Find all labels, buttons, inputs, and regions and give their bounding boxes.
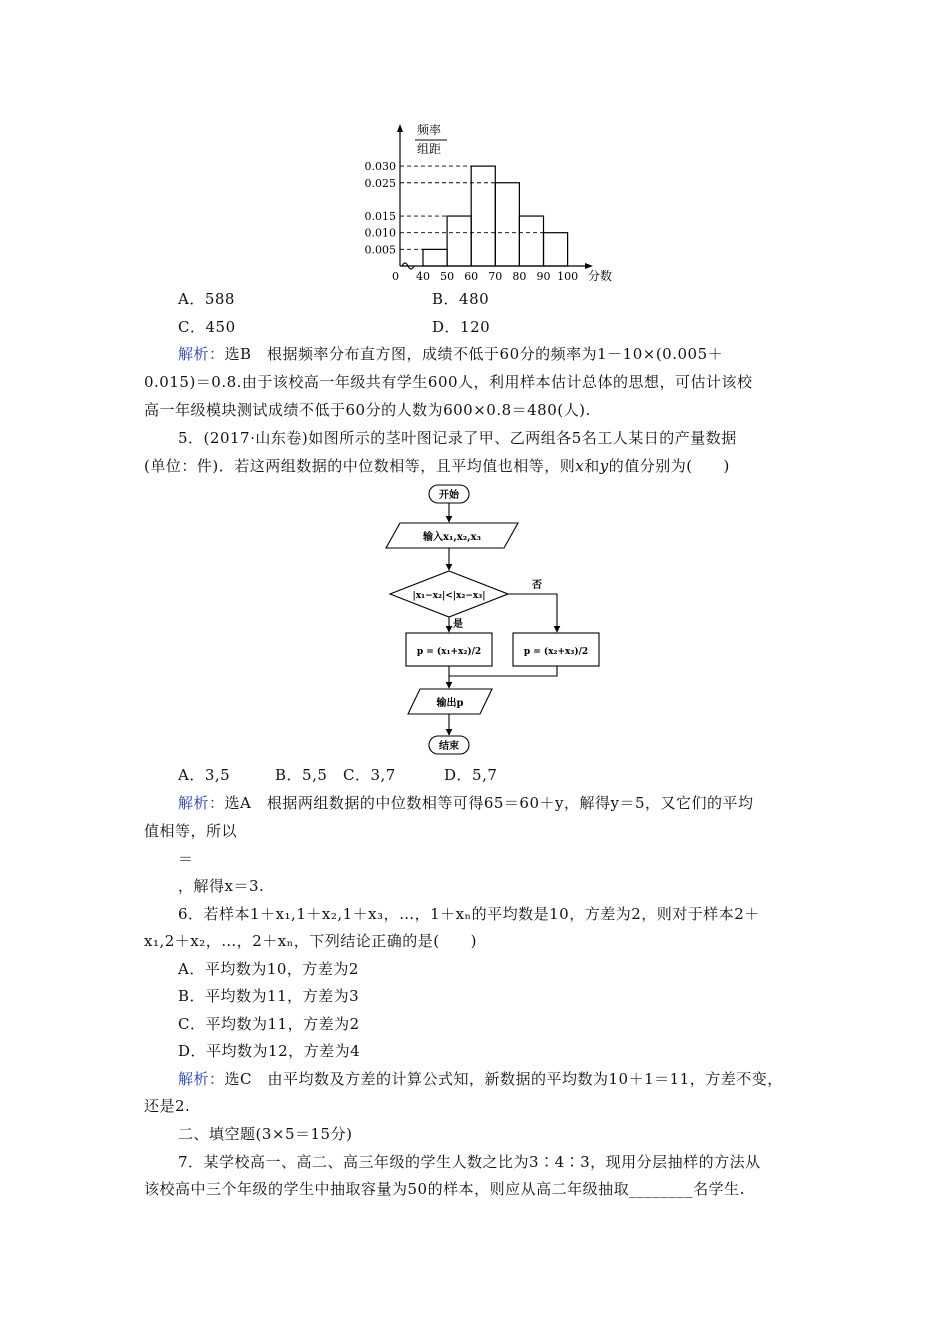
histogram-bar xyxy=(519,216,543,266)
flow-left-box-label: p = (x₁+x₂)/2 xyxy=(416,647,482,657)
flow-no-label: 否 xyxy=(532,580,542,591)
q6-option-a: A．平均数为10，方差为2 xyxy=(178,960,359,978)
q4-analysis-text1: 选B 根据频率分布直方图，成绩不低于60分的频率为1－10×(0.005＋ xyxy=(224,345,724,363)
q5-line2-and: 和 xyxy=(584,457,600,475)
xlabel: 分数 xyxy=(588,269,613,283)
q5-analysis-line2: 值相等，所以 xyxy=(144,822,238,840)
q5-line1: 5．(2017·山东卷)如图所示的茎叶图记录了甲、乙两组各5名工人某日的产量数据 xyxy=(178,429,737,447)
x-tick-label: 90 xyxy=(536,270,551,283)
histogram-bar xyxy=(447,216,471,266)
q5-option-c: C．3,7 xyxy=(343,766,396,784)
q4-option-c: C．450 xyxy=(178,318,236,336)
y-tick-label: 0.030 xyxy=(364,160,396,174)
q4-option-d: D．120 xyxy=(432,318,491,336)
analysis-label: 解析： xyxy=(178,345,225,363)
x-tick-label: 50 xyxy=(440,270,455,283)
q4-option-a: A．588 xyxy=(178,290,235,308)
ylabel-bottom: 组距 xyxy=(417,142,442,156)
q6-analysis-line2: 还是2. xyxy=(144,1097,191,1115)
y-tick-label: 0.010 xyxy=(364,226,396,240)
y-axis-arrow xyxy=(397,124,403,132)
q6-line1: 6．若样本1＋x₁,1＋x₂,1＋x₃，…，1＋xₙ的平均数是10，方差为2，则对于样本2＋ xyxy=(178,905,760,923)
flow-output-label: 输出p xyxy=(436,698,464,709)
q6-option-b: B．平均数为11，方差为3 xyxy=(178,987,360,1005)
flow-start-label: 开始 xyxy=(439,490,459,501)
flow-end-label: 结束 xyxy=(439,741,459,752)
q4-analysis-line3: 高一年级模块测试成绩不低于60分的人数为600×0.8＝480(人). xyxy=(144,401,591,419)
arrow-right-merge xyxy=(449,666,557,676)
q5-option-b: B．5,5 xyxy=(275,766,328,784)
q5-solve-line: ，解得x＝3. xyxy=(178,877,265,895)
q5-option-a: A．3,5 xyxy=(178,766,231,784)
var-y: y xyxy=(599,457,609,475)
ylabel-top: 频率 xyxy=(417,123,442,137)
frequency-histogram xyxy=(355,120,625,285)
q7-line1: 7．某学校高一、高二、高三年级的学生人数之比为3∶4∶3，现用分层抽样的方法从 xyxy=(178,1153,761,1171)
histogram-bar xyxy=(495,183,519,266)
flow-right-box-label: p = (x₂+x₃)/2 xyxy=(523,647,589,657)
y-tick-label: 0.005 xyxy=(364,243,396,257)
x-tick-label: 60 xyxy=(464,270,479,283)
q5-analysis-text1: 选A 根据两组数据的中位数相等可得65＝60＋y，解得y＝5，又它们的平均 xyxy=(224,794,754,812)
flow-yes-label: 是 xyxy=(453,619,463,630)
q6-analysis-line1 xyxy=(178,1069,783,1089)
flow-input-label: 输入x₁,x₂,x₃ xyxy=(423,532,481,543)
x-tick-label: 40 xyxy=(416,270,430,283)
y-tick-label: 0.015 xyxy=(364,210,396,224)
x-tick-label: 100 xyxy=(557,270,579,283)
q6-option-d: D．平均数为12，方差为4 xyxy=(178,1042,361,1060)
origin-label: 0 xyxy=(392,270,399,283)
flow-cond-label: |x₁−x₂|<|x₂−x₃| xyxy=(412,591,486,601)
analysis-label: 解析： xyxy=(178,794,225,812)
q4-analysis-line1 xyxy=(178,344,723,364)
q4-option-b: B．480 xyxy=(432,290,490,308)
histogram-bar xyxy=(423,249,447,266)
x-tick-label: 80 xyxy=(512,270,527,283)
q6-line2: x₁,2＋x₂，…，2＋xₙ，下列结论正确的是( ) xyxy=(144,932,477,950)
q4-analysis-line2: 0.015)＝0.8.由于该校高一年级共有学生600人，利用样本估计总体的思想，可估计该校 xyxy=(144,373,753,391)
section-heading-fill-blank: 二、填空题(3×5＝15分) xyxy=(178,1125,353,1143)
histogram-bar xyxy=(544,233,568,266)
flowchart xyxy=(380,482,620,762)
histogram-bar xyxy=(471,166,495,266)
var-x: x xyxy=(575,457,585,475)
analysis-label: 解析： xyxy=(178,1070,225,1088)
q5-line2 xyxy=(144,456,730,476)
q5-line2-b: 的值分别为( ) xyxy=(608,457,730,475)
q7-line2: 该校高中三个年级的学生中抽取容量为50的样本，则应从高二年级抽取________名学生. xyxy=(144,1180,745,1198)
q6-option-c: C．平均数为11，方差为2 xyxy=(178,1015,360,1033)
q5-option-d: D．5,7 xyxy=(444,766,498,784)
q6-analysis-text1: 选C 由平均数及方差的计算公式知，新数据的平均数为10＋1＝11，方差不变， xyxy=(224,1070,783,1088)
arrow-no-branch xyxy=(508,594,557,632)
y-tick-label: 0.025 xyxy=(364,176,396,190)
q5-equation-line: ＝ xyxy=(178,850,194,868)
q5-line2-a: (单位：件)．若这两组数据的中位数相等，且平均值也相等，则 xyxy=(144,457,576,475)
q5-analysis-line1 xyxy=(178,793,754,813)
x-tick-label: 70 xyxy=(488,270,503,283)
